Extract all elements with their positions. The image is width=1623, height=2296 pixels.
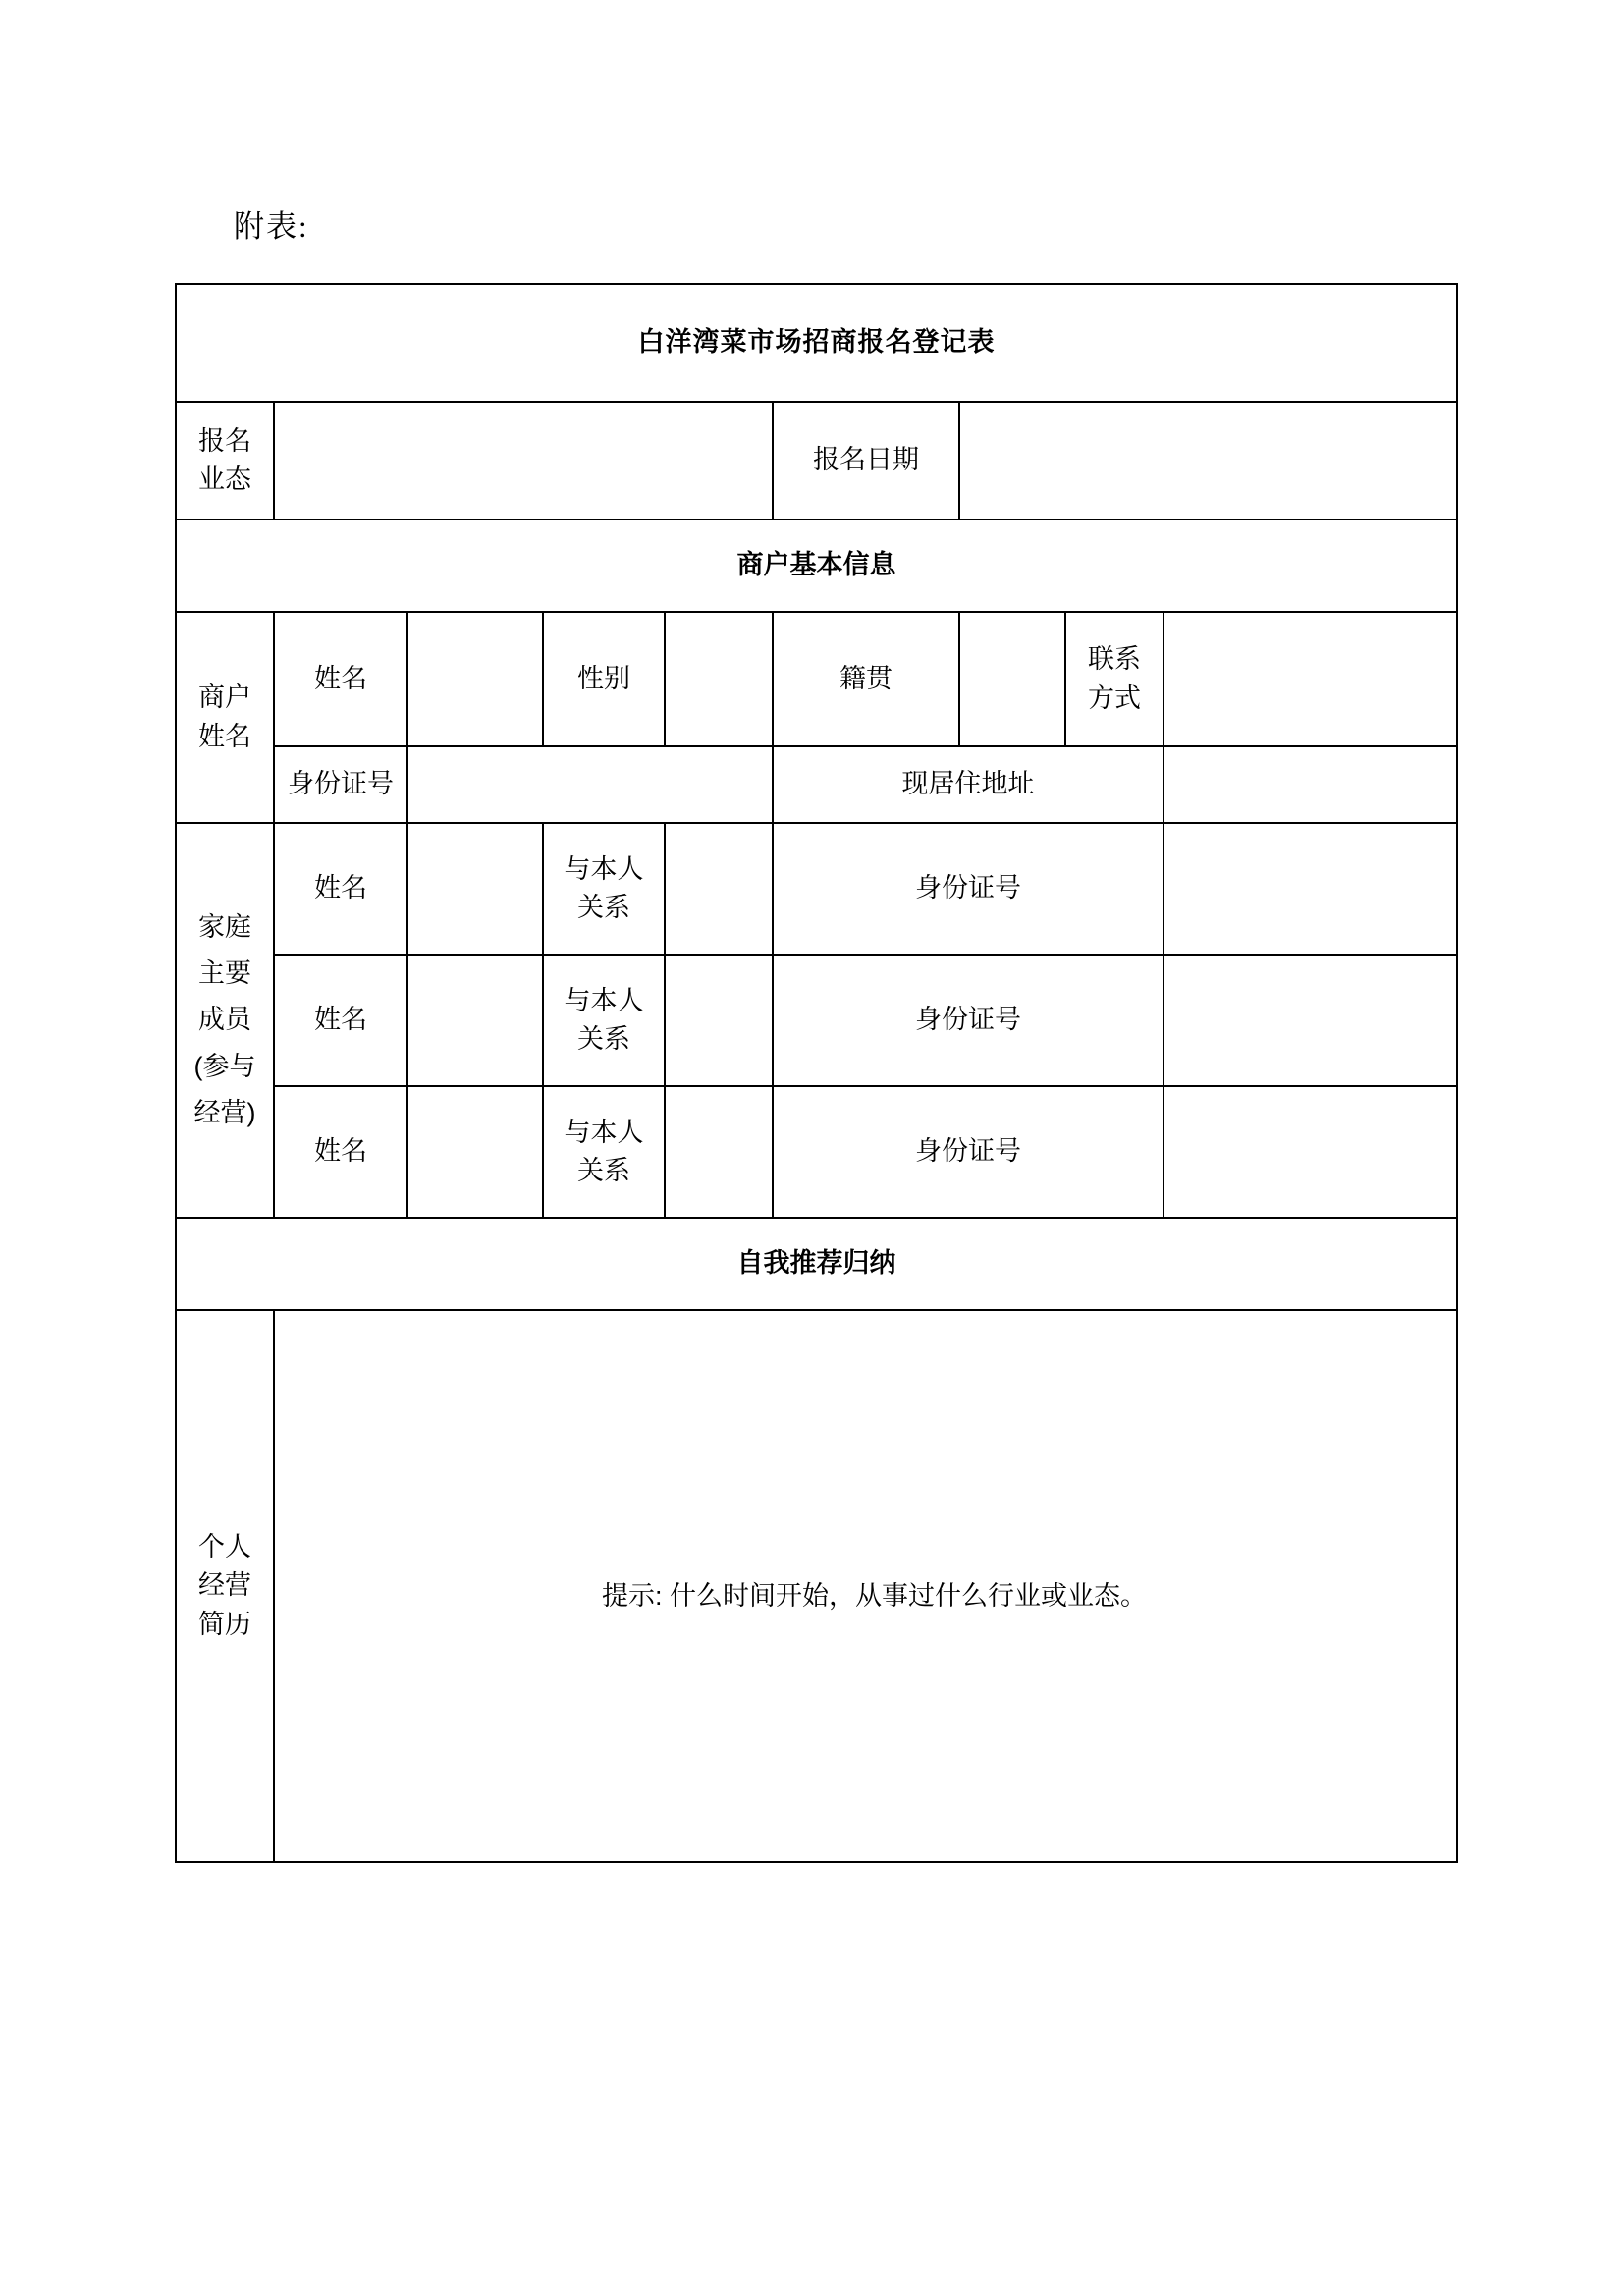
family-member-name-label: 姓名 [274, 823, 407, 955]
attachment-label: 附表: [234, 209, 309, 244]
family-member-id-label: 身份证号 [773, 1086, 1163, 1218]
family-member-id-value[interactable] [1163, 955, 1457, 1086]
table-row-section-self-recommend [176, 1218, 1457, 1310]
registration-date-label: 报名日期 [773, 402, 959, 519]
family-side-label-line2: 主要 [198, 958, 251, 989]
resume-side-label-line3: 简历 [198, 1609, 251, 1639]
resume-side-label [176, 1310, 274, 1862]
family-member-relation-label [543, 955, 665, 1086]
table-row-title [176, 284, 1457, 402]
merchant-contact-label-line2: 方式 [1088, 683, 1141, 713]
table-row-merchant-name [176, 612, 1457, 746]
registration-form [175, 283, 1456, 1863]
family-member-relation-value[interactable] [665, 955, 773, 1086]
section-header-self-recommend: 自我推荐归纳 [176, 1218, 1457, 1310]
registration-type-label-line1: 报名 [198, 425, 251, 456]
table-row-merchant-id [176, 746, 1457, 823]
family-member-relation-label-line2: 关系 [577, 893, 630, 922]
family-member-relation-label-line1: 与本人 [564, 985, 644, 1015]
merchant-side-label-line2: 姓名 [198, 721, 251, 751]
family-member-relation-value[interactable] [665, 823, 773, 955]
family-member-name-label: 姓名 [274, 955, 407, 1086]
table-row-family-member [176, 823, 1457, 955]
merchant-origin-label: 籍贯 [773, 612, 959, 746]
resume-body-cell[interactable] [274, 1310, 1457, 1862]
merchant-address-value[interactable] [1163, 746, 1457, 823]
family-member-id-label: 身份证号 [773, 955, 1163, 1086]
family-member-id-label: 身份证号 [773, 823, 1163, 955]
registration-date-value[interactable] [959, 402, 1457, 519]
resume-side-label-line1: 个人 [198, 1532, 251, 1562]
registration-type-label [176, 402, 274, 519]
family-side-label-line1: 家庭 [198, 911, 251, 942]
table-row-family-member [176, 955, 1457, 1086]
section-header-basic-info: 商户基本信息 [176, 519, 1457, 612]
merchant-id-value[interactable] [407, 746, 773, 823]
table-row-registration [176, 402, 1457, 519]
merchant-origin-value[interactable] [959, 612, 1065, 746]
resume-hint-text: 提示: 什么时间开始，从事过什么行业或业态。 [602, 1581, 1148, 1612]
merchant-side-label [176, 612, 274, 823]
family-side-label-line5: 经营) [193, 1097, 256, 1127]
family-side-label-line4: (参与 [193, 1051, 256, 1081]
family-member-name-value[interactable] [407, 823, 543, 955]
family-member-relation-label [543, 1086, 665, 1218]
family-member-relation-value[interactable] [665, 1086, 773, 1218]
table-row-section-basic [176, 519, 1457, 612]
merchant-gender-label: 性别 [543, 612, 665, 746]
family-member-relation-label-line2: 关系 [577, 1024, 630, 1054]
merchant-contact-label [1065, 612, 1163, 746]
family-member-relation-label [543, 823, 665, 955]
family-member-relation-label-line1: 与本人 [564, 853, 644, 884]
merchant-gender-value[interactable] [665, 612, 773, 746]
merchant-side-label-line1: 商户 [198, 683, 251, 713]
merchant-contact-label-line1: 联系 [1088, 644, 1141, 675]
family-member-id-value[interactable] [1163, 823, 1457, 955]
merchant-name-label: 姓名 [274, 612, 407, 746]
resume-side-label-line2: 经营 [198, 1570, 251, 1601]
merchant-name-value[interactable] [407, 612, 543, 746]
family-member-relation-label-line2: 关系 [577, 1156, 630, 1185]
family-side-label [176, 823, 274, 1218]
family-side-label-line3: 成员 [198, 1005, 251, 1035]
merchant-contact-value[interactable] [1163, 612, 1457, 746]
registration-type-label-line2: 业态 [198, 465, 251, 494]
merchant-address-label: 现居住地址 [773, 746, 1163, 823]
family-member-relation-label-line1: 与本人 [564, 1117, 644, 1147]
registration-type-value[interactable] [274, 402, 773, 519]
registration-table [175, 283, 1458, 1863]
table-row-family-member [176, 1086, 1457, 1218]
family-member-name-value[interactable] [407, 1086, 543, 1218]
form-title: 白洋湾菜市场招商报名登记表 [176, 284, 1457, 402]
family-member-name-value[interactable] [407, 955, 543, 1086]
merchant-id-label: 身份证号 [274, 746, 407, 823]
family-member-name-label: 姓名 [274, 1086, 407, 1218]
family-member-id-value[interactable] [1163, 1086, 1457, 1218]
table-row-resume [176, 1310, 1457, 1862]
